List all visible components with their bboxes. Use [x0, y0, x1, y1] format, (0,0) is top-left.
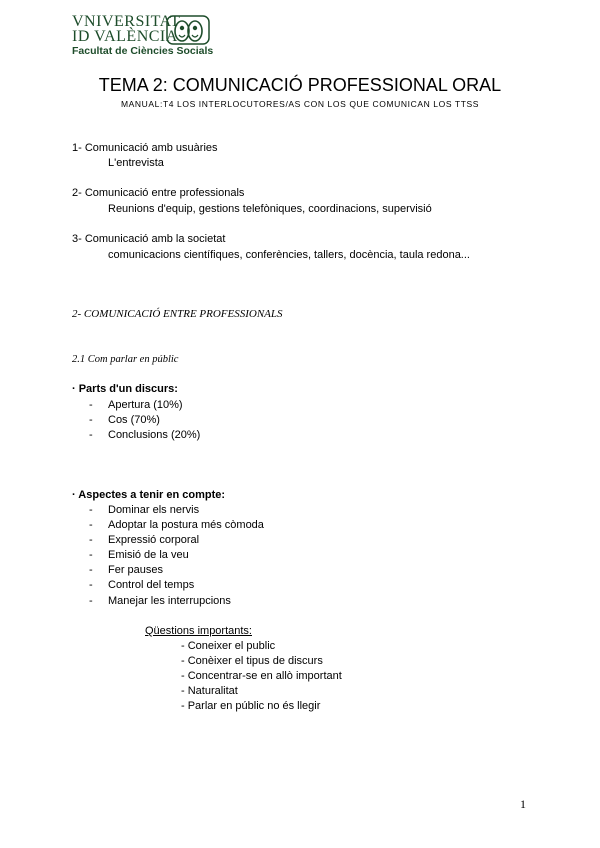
outline-detail-2: Reunions d'equip, gestions telefòniques, coordinacions, supervisió: [108, 203, 432, 215]
list-item: Control del temps: [108, 579, 195, 591]
logo-university-name: VNIVERSITAT: [72, 13, 181, 30]
list-item: Adoptar la postura més còmoda: [108, 519, 264, 531]
questions-heading: Qüestions importants:: [145, 625, 252, 637]
page-number: 1: [520, 797, 526, 811]
list-bullet: -: [89, 504, 93, 516]
list-item: Dominar els nervis: [108, 504, 200, 516]
university-emblem-icon: [166, 15, 210, 45]
outline-heading-3: 3- Comunicació amb la societat: [72, 233, 226, 245]
list-item: Emisió de la veu: [108, 549, 189, 561]
list-bullet: -: [89, 549, 93, 561]
list-item: Conclusions (20%): [108, 429, 201, 441]
outline-detail-1: L'entrevista: [108, 157, 164, 169]
question-item: - Concentrar-se en allò important: [181, 670, 342, 682]
list-item: Fer pauses: [108, 564, 164, 576]
list-bullet: -: [89, 429, 93, 441]
logo-city-name: ID VALÈNCIA: [72, 28, 178, 45]
list-bullet: -: [89, 399, 93, 411]
question-item: - Conèixer el tipus de discurs: [181, 655, 323, 667]
list-bullet: -: [89, 564, 93, 576]
outline-heading-2: 2- Comunicació entre professionals: [72, 187, 245, 199]
list-bullet: -: [89, 519, 93, 531]
logo-faculty-name: Facultat de Ciències Socials: [72, 45, 214, 57]
list-item: Manejar les interrupcions: [108, 595, 231, 607]
list-item: Expressió corporal: [108, 534, 200, 546]
list-bullet: -: [89, 579, 93, 591]
list-bullet: -: [89, 534, 93, 546]
question-item: - Coneixer el public: [181, 640, 276, 652]
list-item: Apertura (10%): [108, 399, 183, 411]
parts-heading: · Parts d'un discurs:: [72, 383, 178, 395]
subsection-title: 2.1 Com parlar en públic: [72, 354, 179, 365]
list-bullet: -: [89, 414, 93, 426]
list-item: Cos (70%): [108, 414, 160, 426]
outline-heading-1: 1- Comunicació amb usuàries: [72, 142, 218, 154]
aspects-heading: · Aspectes a tenir en compte:: [72, 489, 226, 501]
page-title: TEMA 2: COMUNICACIÓ PROFESSIONAL ORAL: [98, 75, 502, 95]
section-title: 2- COMUNICACIÓ ENTRE PROFESSIONALS: [72, 308, 283, 320]
outline-detail-3: comunicacions científiques, conferències, tallers, docència, taula redona...: [108, 249, 470, 261]
page-subtitle: MANUAL:T4 LOS INTERLOCUTORES/AS CON LOS QUE COMUNICAN LOS TTSS: [120, 99, 480, 109]
list-bullet: -: [89, 595, 93, 607]
question-item: - Parlar en públic no és llegir: [181, 700, 321, 712]
question-item: - Naturalitat: [181, 685, 238, 697]
